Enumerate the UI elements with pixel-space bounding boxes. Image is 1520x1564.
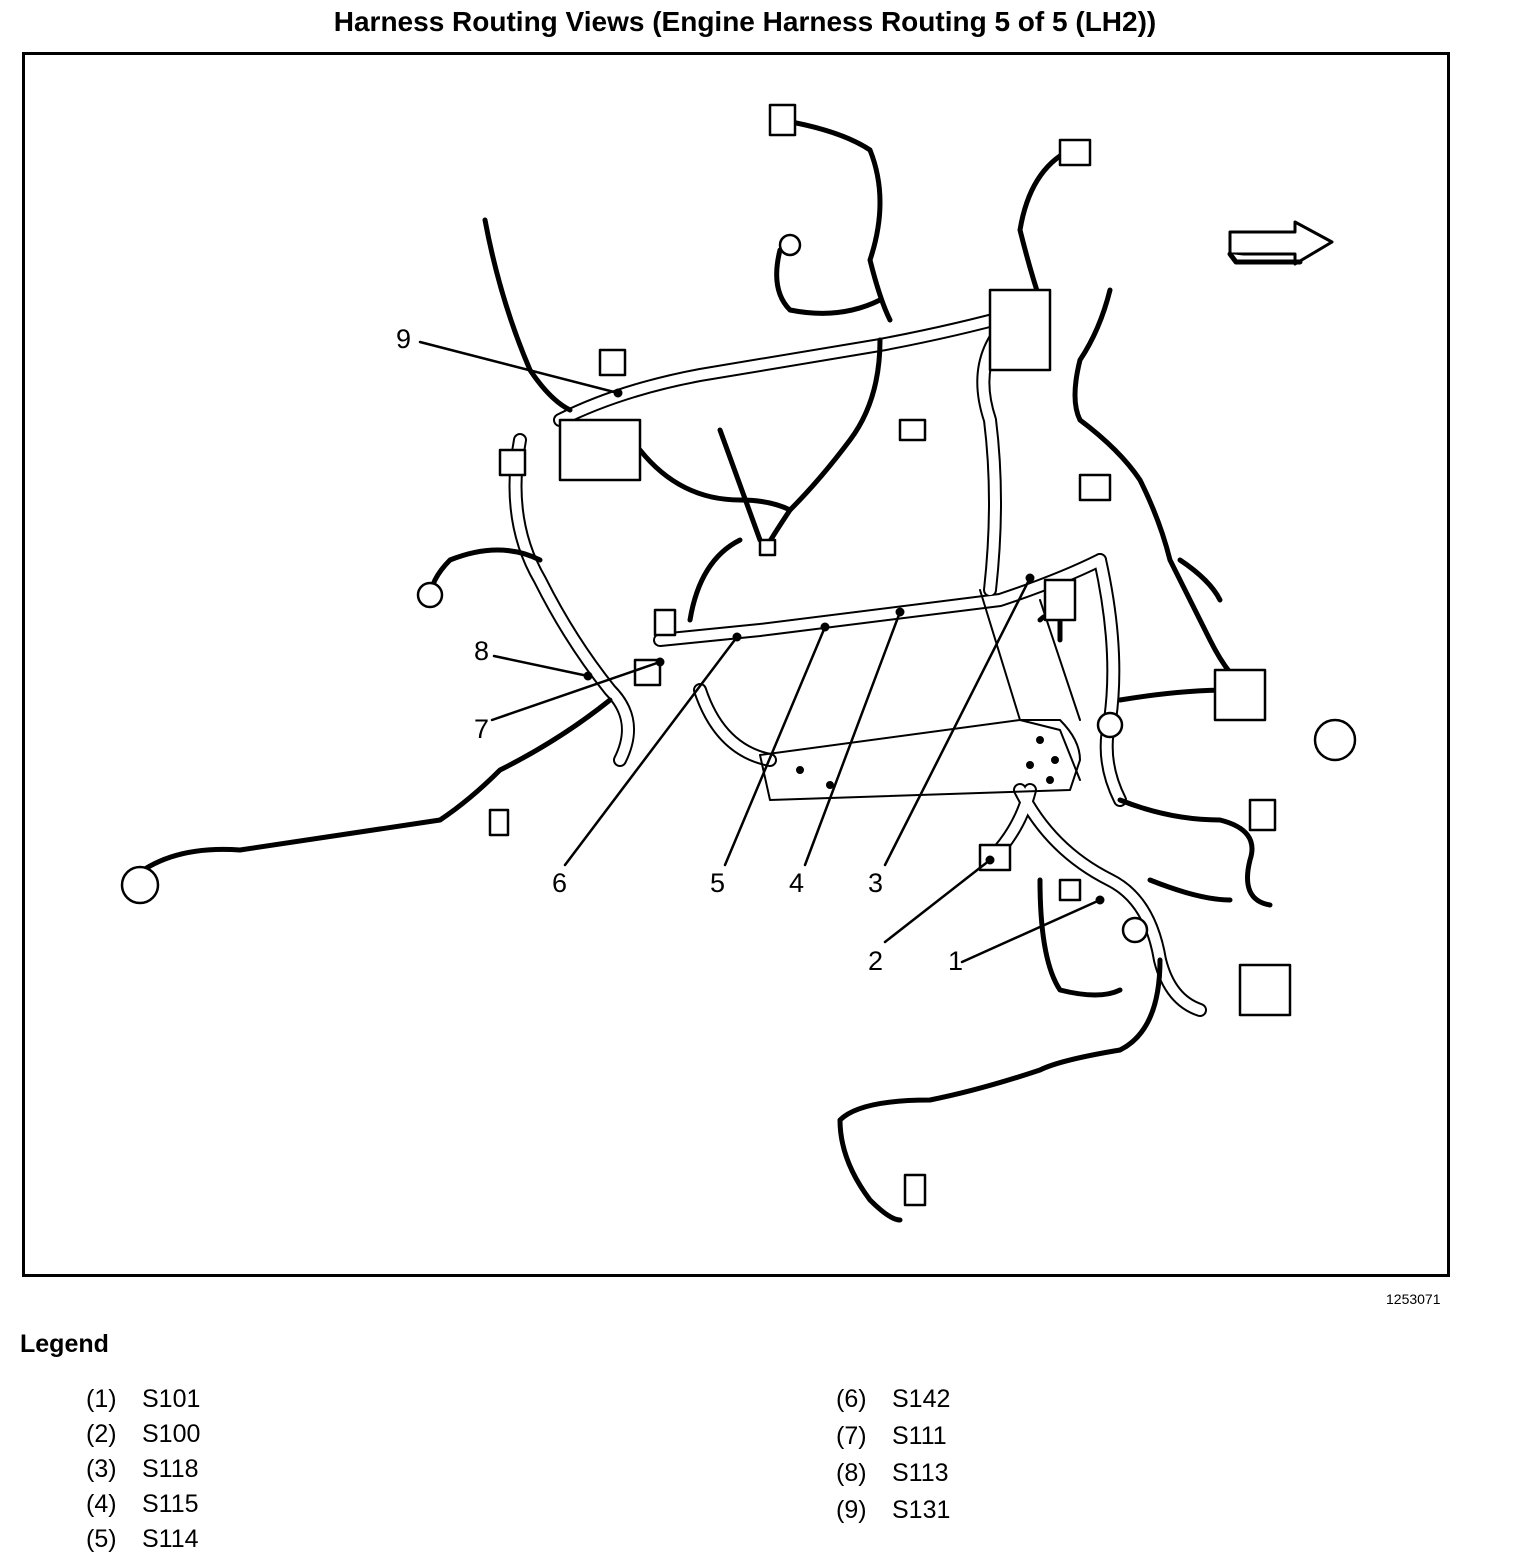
- legend-item: [836, 1385, 950, 1414]
- legend-item-code: S118: [142, 1455, 199, 1483]
- callout-7: 7: [474, 714, 490, 744]
- legend-item: [86, 1490, 199, 1519]
- legend-item-code: S131: [892, 1496, 951, 1524]
- harness-branches: [130, 120, 1270, 1220]
- legend-item-code: S115: [142, 1490, 199, 1518]
- connectors: [122, 105, 1355, 1205]
- legend-item-number: (6): [836, 1385, 867, 1413]
- legend-item: [836, 1422, 947, 1451]
- legend-item: [86, 1525, 199, 1554]
- legend-item-code: S113: [892, 1459, 949, 1487]
- callout-4: 4: [789, 868, 805, 898]
- legend-item-code: S111: [892, 1422, 947, 1450]
- trunk-fill: [516, 310, 1201, 1010]
- legend-item-number: (1): [86, 1385, 117, 1413]
- legend-item-number: (7): [836, 1422, 867, 1450]
- legend-title: Legend: [20, 1330, 109, 1358]
- legend-item: [86, 1455, 199, 1484]
- figure-id: 1253071: [1386, 1291, 1441, 1307]
- legend-item-code: S100: [142, 1420, 201, 1448]
- callout-8: 8: [474, 636, 490, 666]
- legend-item-code: S101: [142, 1385, 201, 1413]
- legend-item-number: (5): [86, 1525, 117, 1553]
- callout-2: 2: [868, 946, 884, 976]
- callout-6: 6: [552, 868, 568, 898]
- legend-item: [836, 1496, 950, 1525]
- legend-item-code: S114: [142, 1525, 199, 1553]
- legend-item: [836, 1459, 949, 1488]
- callout-9: 9: [396, 324, 412, 354]
- harness-trunks: [516, 310, 1201, 1010]
- legend-item-number: (9): [836, 1496, 867, 1524]
- callout-3: 3: [868, 868, 884, 898]
- legend-item-code: S142: [892, 1385, 951, 1413]
- legend-item-number: (8): [836, 1459, 867, 1487]
- legend-item-number: (4): [86, 1490, 117, 1518]
- legend-item-number: (2): [86, 1420, 117, 1448]
- callout-1: 1: [948, 946, 964, 976]
- forward-arrow-icon: [1230, 222, 1332, 264]
- callout-labels: [396, 324, 963, 976]
- callout-5: 5: [710, 868, 726, 898]
- legend-item: [86, 1385, 200, 1414]
- page-title: Harness Routing Views (Engine Harness Routing 5 of 5 (LH2)): [333, 6, 1157, 37]
- legend-item-number: (3): [86, 1455, 117, 1483]
- legend-item: [86, 1420, 200, 1449]
